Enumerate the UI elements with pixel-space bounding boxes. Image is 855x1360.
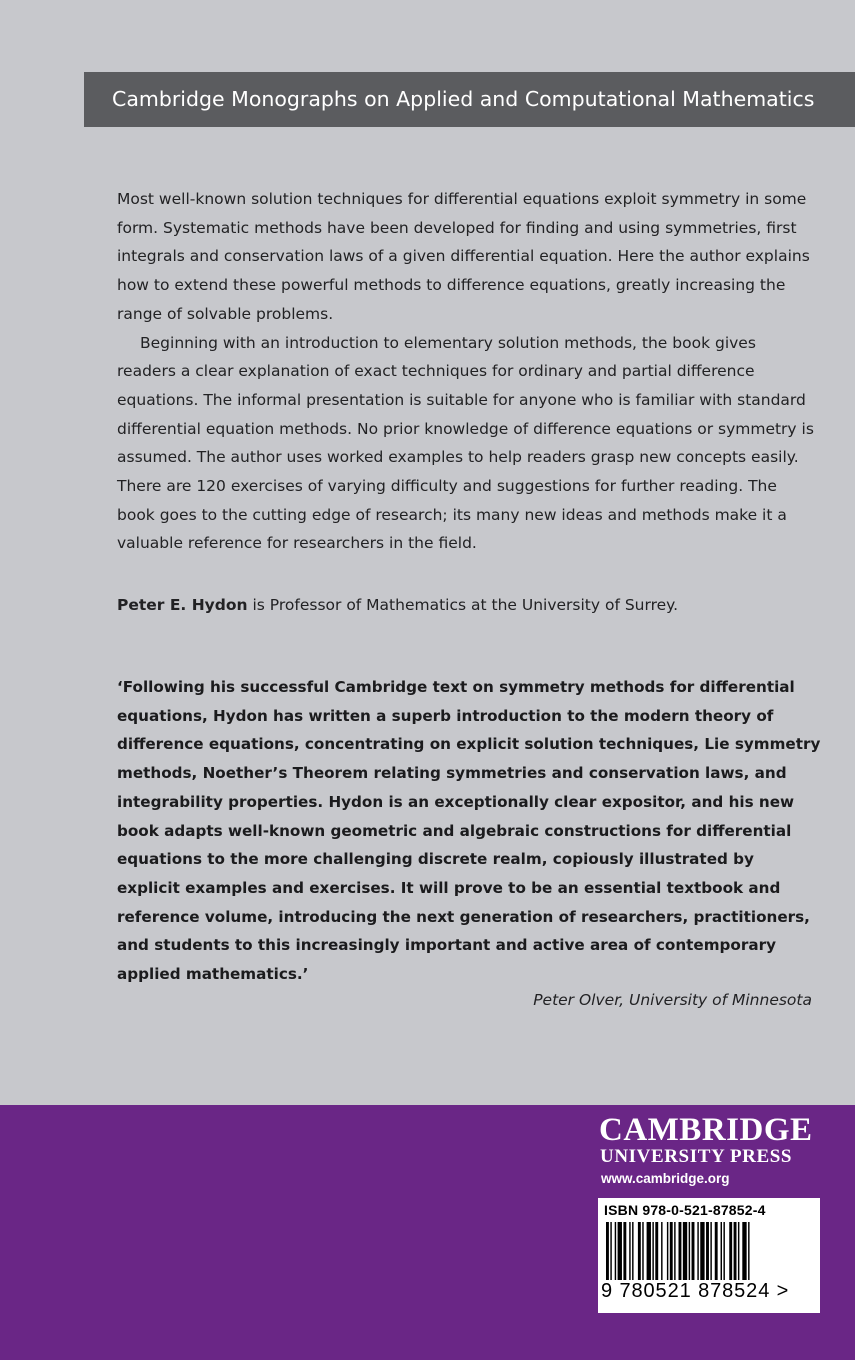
barcode-bar: [655, 1222, 658, 1280]
series-title: Cambridge Monographs on Applied and Computational Mathematics: [112, 87, 815, 111]
barcode-bar: [632, 1222, 633, 1280]
barcode-bar: [723, 1222, 724, 1280]
barcode-bar: [610, 1222, 611, 1280]
barcode-bar: [647, 1222, 651, 1280]
series-title-bar: [84, 72, 855, 127]
barcode-digits: 9 780521 878524 >: [601, 1280, 790, 1302]
isbn-barcode: [598, 1198, 820, 1313]
barcode-bar: [674, 1222, 675, 1280]
barcode-bar: [697, 1222, 698, 1280]
barcode-bar: [642, 1222, 643, 1280]
barcode-bar: [710, 1222, 711, 1280]
author-name: Peter E. Hydon: [117, 596, 248, 614]
publisher-logo-press: UNIVERSITY PRESS: [600, 1146, 793, 1167]
barcode-bars: [606, 1222, 812, 1280]
barcode-bar: [729, 1222, 732, 1280]
barcode-bar: [734, 1222, 737, 1280]
publisher-logo-name: CAMBRIDGE: [599, 1112, 813, 1148]
barcode-bar: [715, 1222, 718, 1280]
author-bio-text: is Professor of Mathematics at the University of Surrey.: [247, 596, 679, 614]
endorsement-quote: ‘Following his successful Cambridge text on symmetry methods for differential equations, Hydon has written a superb introduction to the modern theory of difference equations, concentrating on explicit solution techniques, Lie symmetry methods, Noether’s Theorem relating symmetries and conservation laws, and integrability properties. Hydon is an exceptionally clear expositor, and his new book adapts well-known geometric and algebraic constructions for differential equations to the more challenging discrete realm, copiously illustrated by explicit examples and exercises. It will prove to be an essential textbook and reference volume, introducing the next generation of researchers, practitioners, and students to this increasingly important and active area of contemporary applied mathematics.’: [117, 678, 821, 984]
barcode-bar: [738, 1222, 739, 1280]
barcode-bar: [721, 1222, 722, 1280]
description-paragraph-1: Most well-known solution techniques for differential equations exploit symmetry in some form. Systematic methods have been developed for finding and using symmetries, first integrals and conservation laws of a given differential equation. Here the author explains how to extend these powerful methods to difference equations, greatly increasing the range of solvable problems.: [117, 190, 810, 323]
barcode-bar: [683, 1222, 687, 1280]
barcode-bar: [706, 1222, 709, 1280]
isbn-label: ISBN 978-0-521-87852-4: [604, 1202, 766, 1218]
description-paragraph-2: Beginning with an introduction to elementary solution methods, the book gives readers a clear explanation of exact techniques for ordinary and partial difference equations. The informal presentation is suitable for anyone who is familiar with standard differential equation methods. No prior knowledge of difference equations or symmetry is assumed. The author uses worked examples to help readers grasp new concepts easily. There are 120 exercises of varying difficulty and suggestions for further reading. The book goes to the cutting edge of research; its many new ideas and methods make it a valuable reference for researchers in the field.: [117, 333, 814, 553]
barcode-bar: [652, 1222, 653, 1280]
barcode-bar: [667, 1222, 668, 1280]
publisher-url[interactable]: www.cambridge.org: [601, 1171, 730, 1186]
barcode-bar: [692, 1222, 695, 1280]
barcode-bar: [700, 1222, 704, 1280]
endorsement-attribution: [533, 986, 812, 1014]
barcode-bar: [606, 1222, 609, 1280]
barcode-bar: [615, 1222, 616, 1280]
barcode-bar: [742, 1222, 746, 1280]
barcode-bar: [638, 1222, 641, 1280]
attribution-separator: ,: [619, 991, 630, 1009]
endorser-affiliation: University of Minnesota: [629, 991, 812, 1009]
barcode-bar: [689, 1222, 690, 1280]
barcode-bar: [670, 1222, 673, 1280]
barcode-bar: [679, 1222, 682, 1280]
barcode-bar: [629, 1222, 630, 1280]
book-description: [117, 185, 817, 558]
endorser-name: Peter Olver: [533, 991, 620, 1009]
barcode-bar: [748, 1222, 749, 1280]
barcode-bar: [618, 1222, 622, 1280]
barcode-bar: [661, 1222, 662, 1280]
author-bio: [117, 591, 817, 619]
barcode-bar: [623, 1222, 626, 1280]
